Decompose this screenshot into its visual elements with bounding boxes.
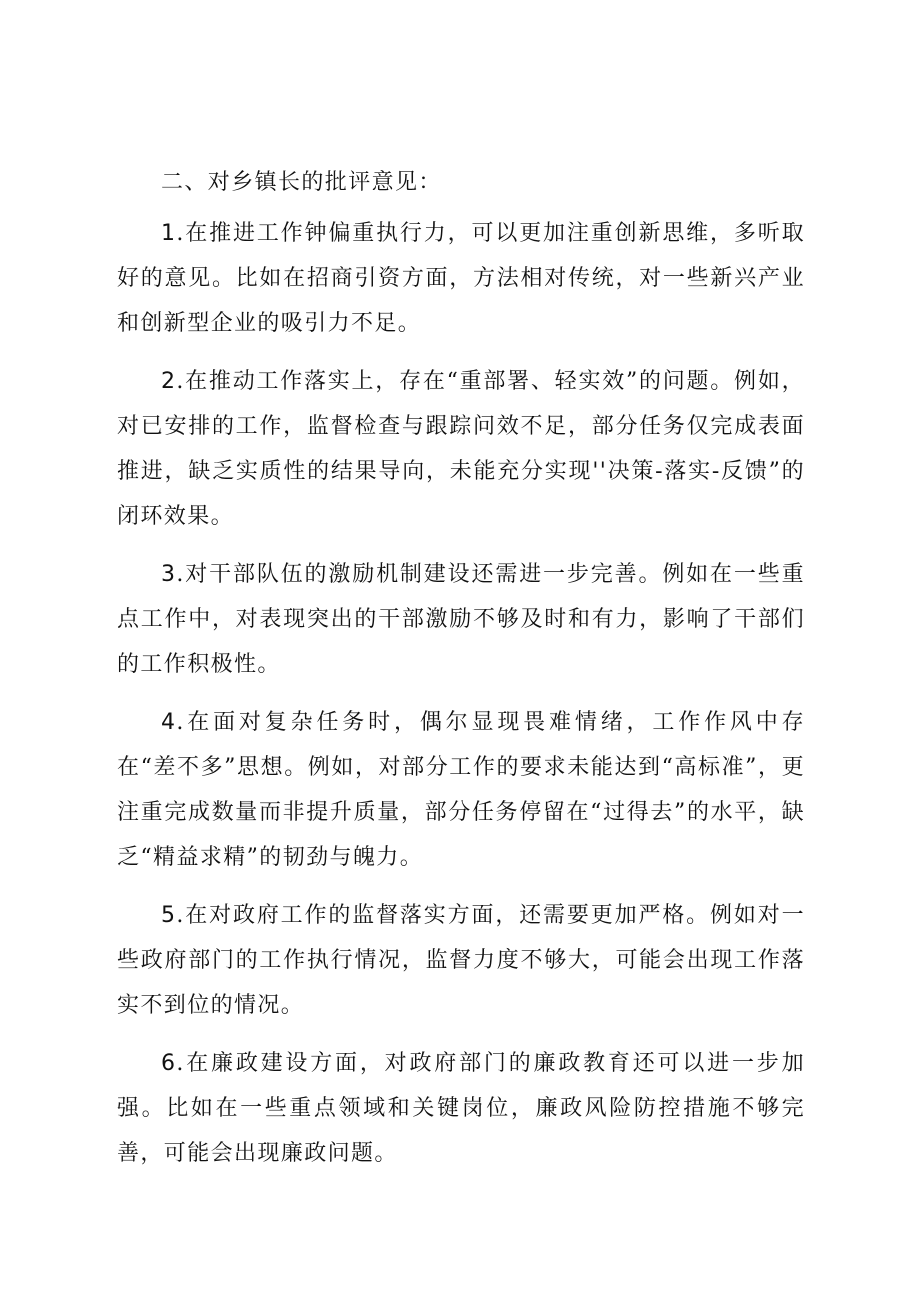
item-text: .在面对复杂任务时，偶尔显现畏难情绪，工作作风中存在“差不多”思想。例如，对部分工作的要求未能达到“高标准”，更注重完成数量而非提升质量，部分任务停留在“过得去”的水平，缺乏“精益求精”的韧劲与魄力。 [117, 710, 805, 870]
item-text: .在推进工作钟偏重执行力，可以更加注重创新思维，多听取好的意见。比如在招商引资方面，方法相对传统，对一些新兴产业和创新型企业的吸引力不足。 [117, 221, 805, 336]
list-item [117, 552, 805, 687]
list-item [117, 359, 805, 539]
document-body [117, 160, 805, 1189]
item-number: 3 [161, 562, 177, 587]
item-number: 5 [161, 903, 177, 928]
item-text: .在推动工作落实上，存在“重部署、轻实效”的问题。例如，对已安排的工作，监督检查与跟踪问效不足，部分任务仅完成表面推进，缺乏实质性的结果导向，未能充分实现''决策-落实-反馈”的闭环效果。 [117, 369, 805, 529]
item-number: 4 [161, 710, 177, 735]
list-item [117, 700, 805, 880]
list-item [117, 893, 805, 1028]
list-item [117, 1041, 805, 1176]
item-text: .在廉政建设方面，对政府部门的廉政教育还可以进一步加强。比如在一些重点领域和关键岗位，廉政风险防控措施不够完善，可能会出现廉政问题。 [117, 1051, 805, 1166]
item-text: .在对政府工作的监督落实方面，还需要更加严格。例如对一些政府部门的工作执行情况，监督力度不够大，可能会出现工作落实不到位的情况。 [117, 903, 805, 1018]
item-number: 2 [161, 369, 177, 394]
item-text: .对干部队伍的激励机制建设还需进一步完善。例如在一些重点工作中，对表现突出的干部激励不够及时和有力，影响了干部们的工作积极性。 [117, 562, 805, 677]
item-number: 6 [161, 1051, 177, 1076]
item-number: 1 [161, 221, 177, 246]
list-item [117, 211, 805, 346]
section-heading: 二、对乡镇长的批评意见： [161, 170, 442, 195]
